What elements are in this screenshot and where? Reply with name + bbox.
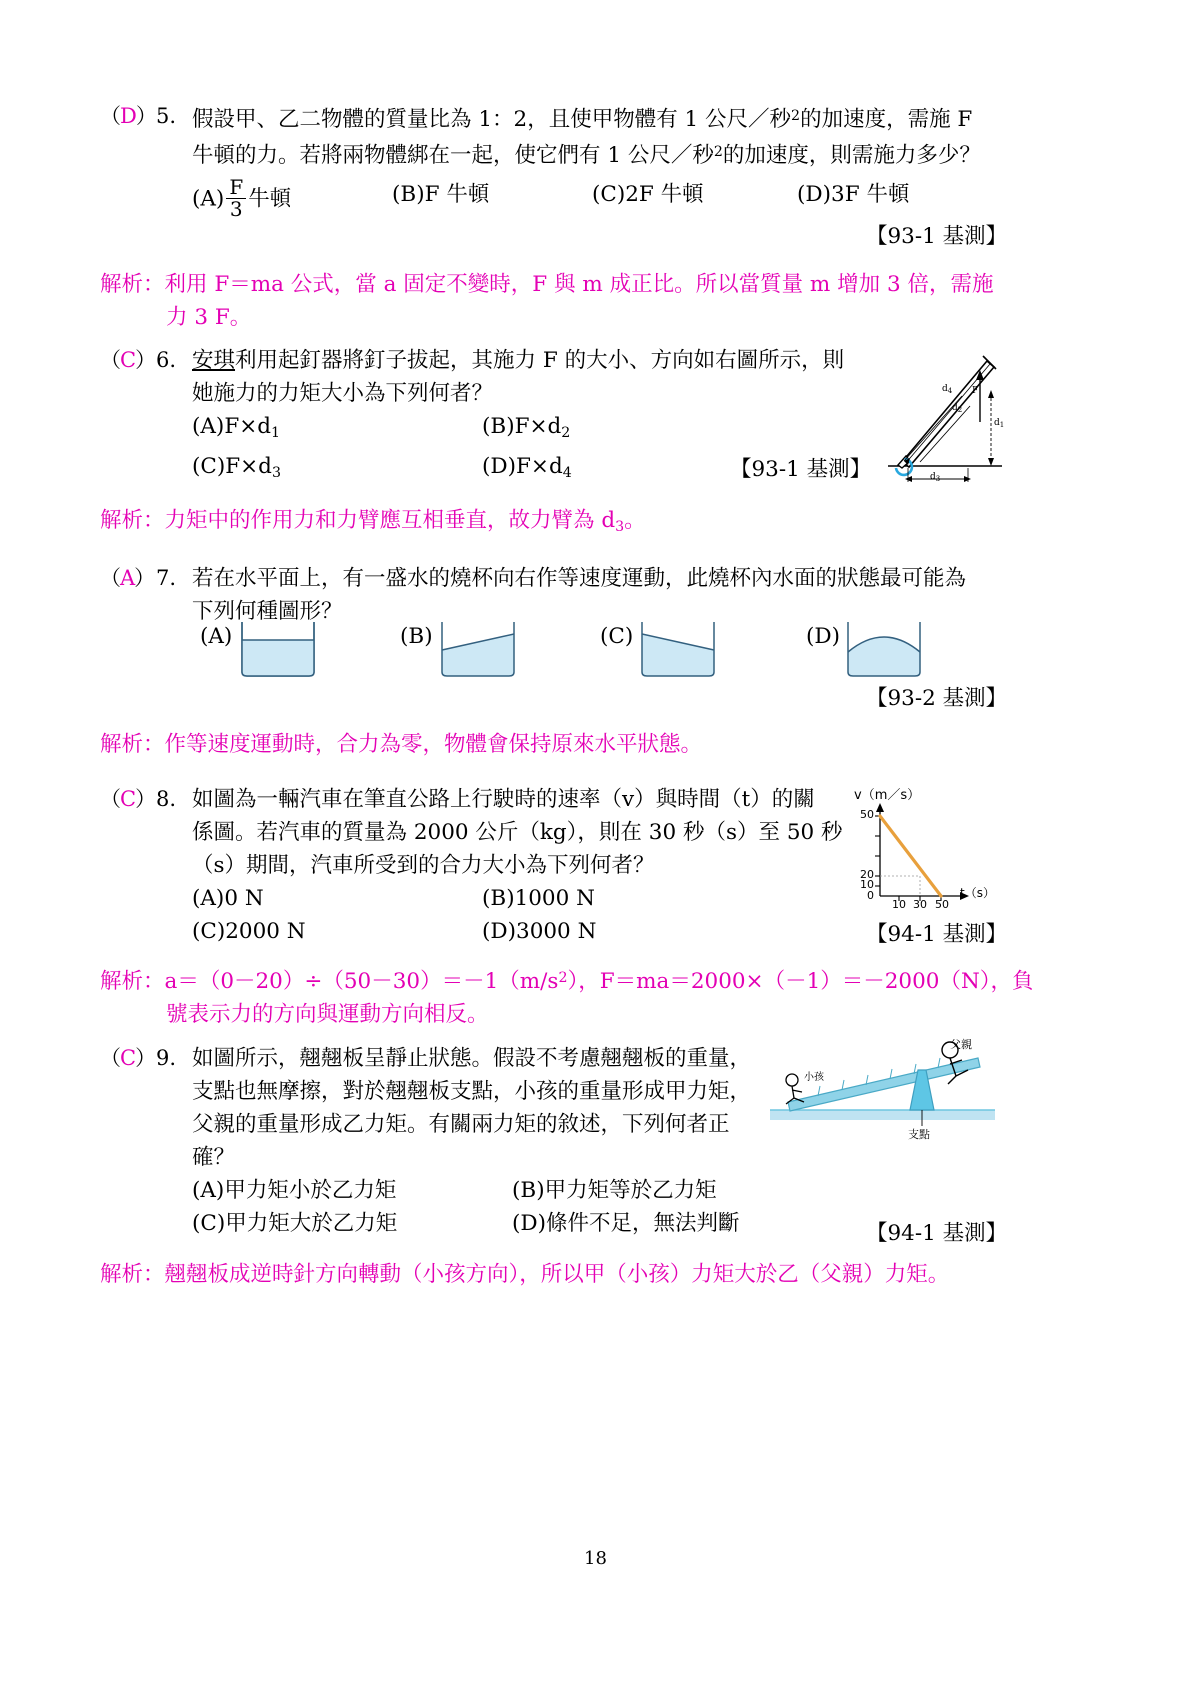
choices-q5 xyxy=(100,174,1040,221)
choice-text: F×d xyxy=(224,414,272,439)
choice-text: 1000 N xyxy=(514,886,595,911)
choice-text: 甲力矩大於乙力矩 xyxy=(225,1211,398,1236)
choice-d-q9[interactable] xyxy=(512,1207,740,1240)
choice-subscript: 1 xyxy=(271,424,281,441)
fraction-numerator: F xyxy=(229,174,244,199)
choice-b-q8[interactable] xyxy=(482,882,595,915)
question-line: 下列何種圖形？ xyxy=(192,599,343,624)
fraction-f-over-3 xyxy=(226,174,246,221)
explanation-line xyxy=(100,504,1040,544)
nail-puller-figure xyxy=(884,348,1006,488)
velocity-time-chart xyxy=(848,784,995,911)
source-tag-q9: 【94-1 基測】 xyxy=(866,1221,1008,1246)
choice-label: (D) xyxy=(482,453,517,479)
label-fulcrum: 支點 xyxy=(908,1128,930,1141)
choice-label: (D) xyxy=(512,1211,547,1236)
choice-c-q6[interactable] xyxy=(192,450,482,490)
choice-c-q5[interactable] xyxy=(592,178,797,221)
question-number-q9: 9. xyxy=(156,1046,177,1070)
choice-label: (D) xyxy=(797,181,832,207)
answer-mark-q8: （C） xyxy=(100,787,156,811)
chart-ytick-20: 20 xyxy=(860,868,874,881)
explanation-q5 xyxy=(100,268,1040,334)
choice-b-q5[interactable] xyxy=(392,178,592,221)
choice-label-a: (A) xyxy=(200,624,233,649)
choice-label: (C) xyxy=(192,919,226,944)
choice-text: 3F 牛頓 xyxy=(831,181,910,207)
seesaw-figure xyxy=(770,1040,995,1145)
explanation-subscript: 3 xyxy=(615,518,625,535)
choice-label: (B) xyxy=(482,886,515,911)
choice-text: F×d xyxy=(516,453,563,479)
label-d4: $d_4$ xyxy=(942,384,953,395)
explanation-exponent: 2 xyxy=(558,970,568,986)
beaker-a-svg xyxy=(236,618,326,680)
explanation-q9 xyxy=(100,1258,1040,1291)
choice-text: 3000 N xyxy=(516,919,597,944)
choice-a-q9[interactable] xyxy=(192,1174,512,1207)
chart-xtick-10: 10 xyxy=(892,898,906,911)
exponent: 2 xyxy=(713,143,723,160)
chart-ytick-10: 10 xyxy=(860,878,874,891)
question-body-q5 xyxy=(192,100,1040,172)
answer-letter: C xyxy=(120,787,136,811)
answer-mark-q7: （A） xyxy=(100,566,155,590)
fraction-denominator: 3 xyxy=(226,198,246,220)
choice-d-q6[interactable] xyxy=(482,450,572,490)
choice-label: (B) xyxy=(482,414,515,439)
exponent: 2 xyxy=(791,108,801,124)
explanation-text: 解析：力矩中的作用力和力臂應互相垂直，故力臂為 d xyxy=(100,508,616,533)
choice-text: F 牛頓 xyxy=(424,181,490,207)
question-line xyxy=(192,100,1040,136)
question-line: 係圖。若汽車的質量為 2000 公斤（kg），則在 30 秒（s）至 50 秒 xyxy=(192,820,843,845)
choice-text: 0 N xyxy=(224,886,264,911)
choice-label: (C) xyxy=(592,181,626,207)
question-number-q8: 8. xyxy=(156,787,177,811)
question-number-q7: 7. xyxy=(156,566,177,590)
beaker-b-svg xyxy=(436,618,526,680)
explanation-line: 解析：作等速度運動時，合力為零，物體會保持原來水平狀態。 xyxy=(100,732,703,757)
page-number: 18 xyxy=(584,1548,607,1569)
question-line: 確？ xyxy=(192,1145,236,1170)
explanation-q7 xyxy=(100,728,1040,761)
choice-d-q8[interactable] xyxy=(482,915,596,948)
choice-label: (C) xyxy=(192,453,226,479)
source-tag-q7: 【93-2 基測】 xyxy=(866,686,1008,711)
choice-c-q9[interactable] xyxy=(192,1207,512,1240)
choice-text: 條件不足，無法判斷 xyxy=(546,1211,740,1236)
question-number-q6: 6. xyxy=(156,348,177,372)
answer-letter: C xyxy=(120,348,136,372)
question-line: 如圖為一輛汽車在筆直公路上行駛時的速率（v）與時間（t）的關 xyxy=(192,787,815,812)
question-line xyxy=(192,136,1040,172)
explanation-line: 力 3 F。 xyxy=(166,305,252,330)
source-tag-q5: 【93-1 基測】 xyxy=(866,224,1008,249)
choice-text: F×d xyxy=(514,414,562,439)
question-line-tail: 的加速度，需施 F xyxy=(800,106,973,132)
choice-text: 2000 N xyxy=(225,919,306,944)
label-d3: $d_3$ xyxy=(930,472,941,483)
chart-ytick-0: 0 xyxy=(867,889,874,902)
choice-label: (A) xyxy=(192,1178,225,1203)
source-tag-q8: 【94-1 基測】 xyxy=(866,922,1008,947)
choice-label: (A) xyxy=(192,886,225,911)
answer-letter: C xyxy=(120,1046,136,1070)
chart-xtick-50: 50 xyxy=(935,898,949,911)
question-5 xyxy=(100,100,1040,221)
answer-mark-q6: （C） xyxy=(100,348,156,372)
question-line: 她施力的力矩大小為下列何者？ xyxy=(192,381,494,406)
explanation-q6 xyxy=(100,504,1040,544)
label-d1: $d_1$ xyxy=(994,418,1005,429)
explanation-tail: ），F＝ma＝2000×（－1）＝－2000（N），負 xyxy=(567,968,1034,994)
question-body-q9 xyxy=(192,1042,852,1174)
choice-label-d: (D) xyxy=(806,624,841,649)
choice-unit: 牛頓 xyxy=(248,186,292,212)
chart-xlabel: t（s） xyxy=(960,886,995,900)
label-d2: $d_2$ xyxy=(952,403,963,414)
explanation-tail: 。 xyxy=(624,508,646,533)
label-child: 小孩 xyxy=(804,1072,824,1083)
choice-label: (D) xyxy=(482,919,517,944)
choice-label-c: (C) xyxy=(600,624,634,649)
choice-text: 2F 牛頓 xyxy=(625,181,704,207)
question-line: 若在水平面上，有一盛水的燒杯向右作等速度運動，此燒杯內水面的狀態最可能為 xyxy=(192,566,967,591)
choice-b-q9[interactable] xyxy=(512,1174,717,1207)
choice-label: (A) xyxy=(192,414,225,439)
explanation-q8 xyxy=(100,962,1040,1031)
explanation-line: 解析：翹翹板成逆時針方向轉動（小孩方向），所以甲（小孩）力矩大於乙（父親）力矩。 xyxy=(100,1262,950,1287)
beaker-c-svg xyxy=(636,618,726,680)
question-line: 如圖所示，翹翹板呈靜止狀態。假設不考慮翹翹板的重量， xyxy=(192,1046,752,1071)
nail-puller-svg xyxy=(884,348,1006,488)
choice-subscript: 4 xyxy=(562,464,572,481)
choice-subscript: 2 xyxy=(561,424,571,441)
choice-subscript: 3 xyxy=(271,464,281,481)
chart-ylabel: v（m／s） xyxy=(854,788,921,803)
question-line: （s）期間，汽車所受到的合力大小為下列何者？ xyxy=(192,853,655,878)
choice-a-q6[interactable] xyxy=(192,410,482,450)
choice-label: (A) xyxy=(192,186,225,212)
question-body-q8 xyxy=(192,783,892,948)
choice-label: (B) xyxy=(512,1178,545,1203)
question-line: 支點也無摩擦，對於翹翹板支點，小孩的重量形成甲力矩， xyxy=(192,1079,752,1104)
source-tag-q6: 【93-1 基測】 xyxy=(730,457,872,482)
label-F: F xyxy=(972,386,979,396)
explanation-line: 解析：利用 F＝ma 公式，當 a 固定不變時，F 與 m 成正比。所以當質量 m 增加 3 倍，需施 xyxy=(100,272,994,297)
question-line: 父親的重量形成乙力矩。有關兩力矩的敘述，下列何者正 xyxy=(192,1112,730,1137)
answer-mark-q5: （D） xyxy=(100,104,156,128)
beaker-d-svg xyxy=(842,618,932,680)
chart-ytick-50: 50 xyxy=(860,808,874,821)
question-line-text: 牛頓的力。若將兩物體綁在一起，使它們有 1 公尺／秒 xyxy=(192,142,714,168)
choice-label-b: (B) xyxy=(400,624,433,649)
choice-text: 甲力矩小於乙力矩 xyxy=(224,1178,397,1203)
question-line-tail: 的加速度，則需施力多少？ xyxy=(722,142,981,168)
choice-d-q5[interactable] xyxy=(797,178,909,221)
question-number-q5: 5. xyxy=(156,104,177,128)
label-father: 父親 xyxy=(950,1038,972,1051)
question-line xyxy=(192,344,952,377)
explanation-line: 號表示力的方向與運動方向相反。 xyxy=(166,1001,489,1027)
answer-mark-q9: （C） xyxy=(100,1046,156,1070)
choice-text: F×d xyxy=(225,453,272,479)
choice-a-q8[interactable] xyxy=(192,882,482,915)
person-name: 安琪 xyxy=(192,348,236,373)
choice-label: (B) xyxy=(392,181,425,207)
chart-xtick-30: 30 xyxy=(913,898,927,911)
explanation-line xyxy=(100,962,1040,998)
answer-letter: A xyxy=(120,566,135,590)
choice-b-q6[interactable] xyxy=(482,410,570,450)
choice-a-q5[interactable] xyxy=(192,174,392,221)
choice-c-q8[interactable] xyxy=(192,915,482,948)
answer-letter: D xyxy=(120,104,136,128)
question-line-rest: 利用起釘器將釘子拔起，其施力 F 的大小、方向如右圖所示，則 xyxy=(235,348,845,373)
seesaw-svg xyxy=(770,1040,995,1145)
question-line-text: 假設甲、乙二物體的質量比為 1：2，且使甲物體有 1 公尺／秒 xyxy=(192,106,792,132)
explanation-text: 解析：a＝（0－20）÷（50－30）＝－1（m/s xyxy=(100,968,559,994)
choice-label: (C) xyxy=(192,1211,226,1236)
choice-text: 甲力矩等於乙力矩 xyxy=(544,1178,717,1203)
